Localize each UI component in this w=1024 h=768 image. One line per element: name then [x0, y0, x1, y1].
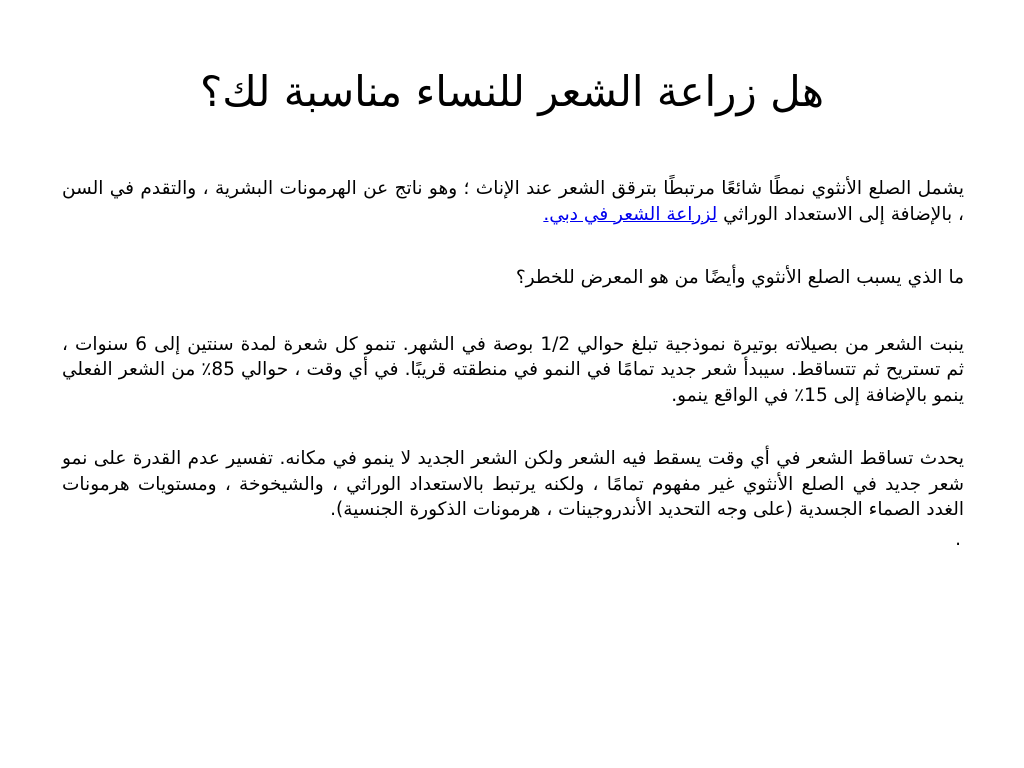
hair-transplant-dubai-link[interactable]: لزراعة الشعر في دبي. — [543, 203, 718, 225]
slide-title: هل زراعة الشعر للنساء مناسبة لك؟ — [199, 67, 825, 116]
paragraph-question: ما الذي يسبب الصلع الأنثوي وأيضًا من هو المعرض للخطر؟ — [515, 267, 964, 288]
paragraph-dot: . — [955, 528, 961, 550]
paragraph-intro — [62, 176, 964, 227]
paragraph-hair-loss: يحدث تساقط الشعر في أي وقت يسقط فيه الشعر ولكن الشعر الجديد لا ينمو في مكانه. تفسير عدم القدرة على نمو شعر جديد في الصلع الأنثوي غير مفهوم تمامًا ، ولكنه يرتبط بالاستعداد الوراثي ، والشيخوخة ، ومستويات هرمونات الغدد الصماء الجسدية (على وجه التحديد الأندروجينات ، هرمونات الذكورة الجنسية). — [62, 448, 964, 520]
paragraph-hair-growth: ينبت الشعر من بصيلاته بوتيرة نموذجية تبلغ حوالي 1/2 بوصة في الشهر. تنمو كل شعرة لمدة سنتين إلى 6 سنوات ، ثم تستريح ثم تتساقط. سيبدأ شعر جديد تمامًا في النمو في منطقته قريبًا. في أي وقت ، حوالي 85٪ من الشعر الفعلي ينمو بالإضافة إلى 15٪ في الواقع ينمو. — [62, 333, 964, 406]
paragraph-intro-text: يشمل الصلع الأنثوي نمطًا شائعًا مرتبطًا بترقق الشعر عند الإناث ؛ وهو ناتج عن الهرمونات البشرية ، والتقدم في السن ، بالإضافة إلى الاستعداد الوراثي — [62, 178, 964, 225]
slide-body — [62, 176, 964, 551]
